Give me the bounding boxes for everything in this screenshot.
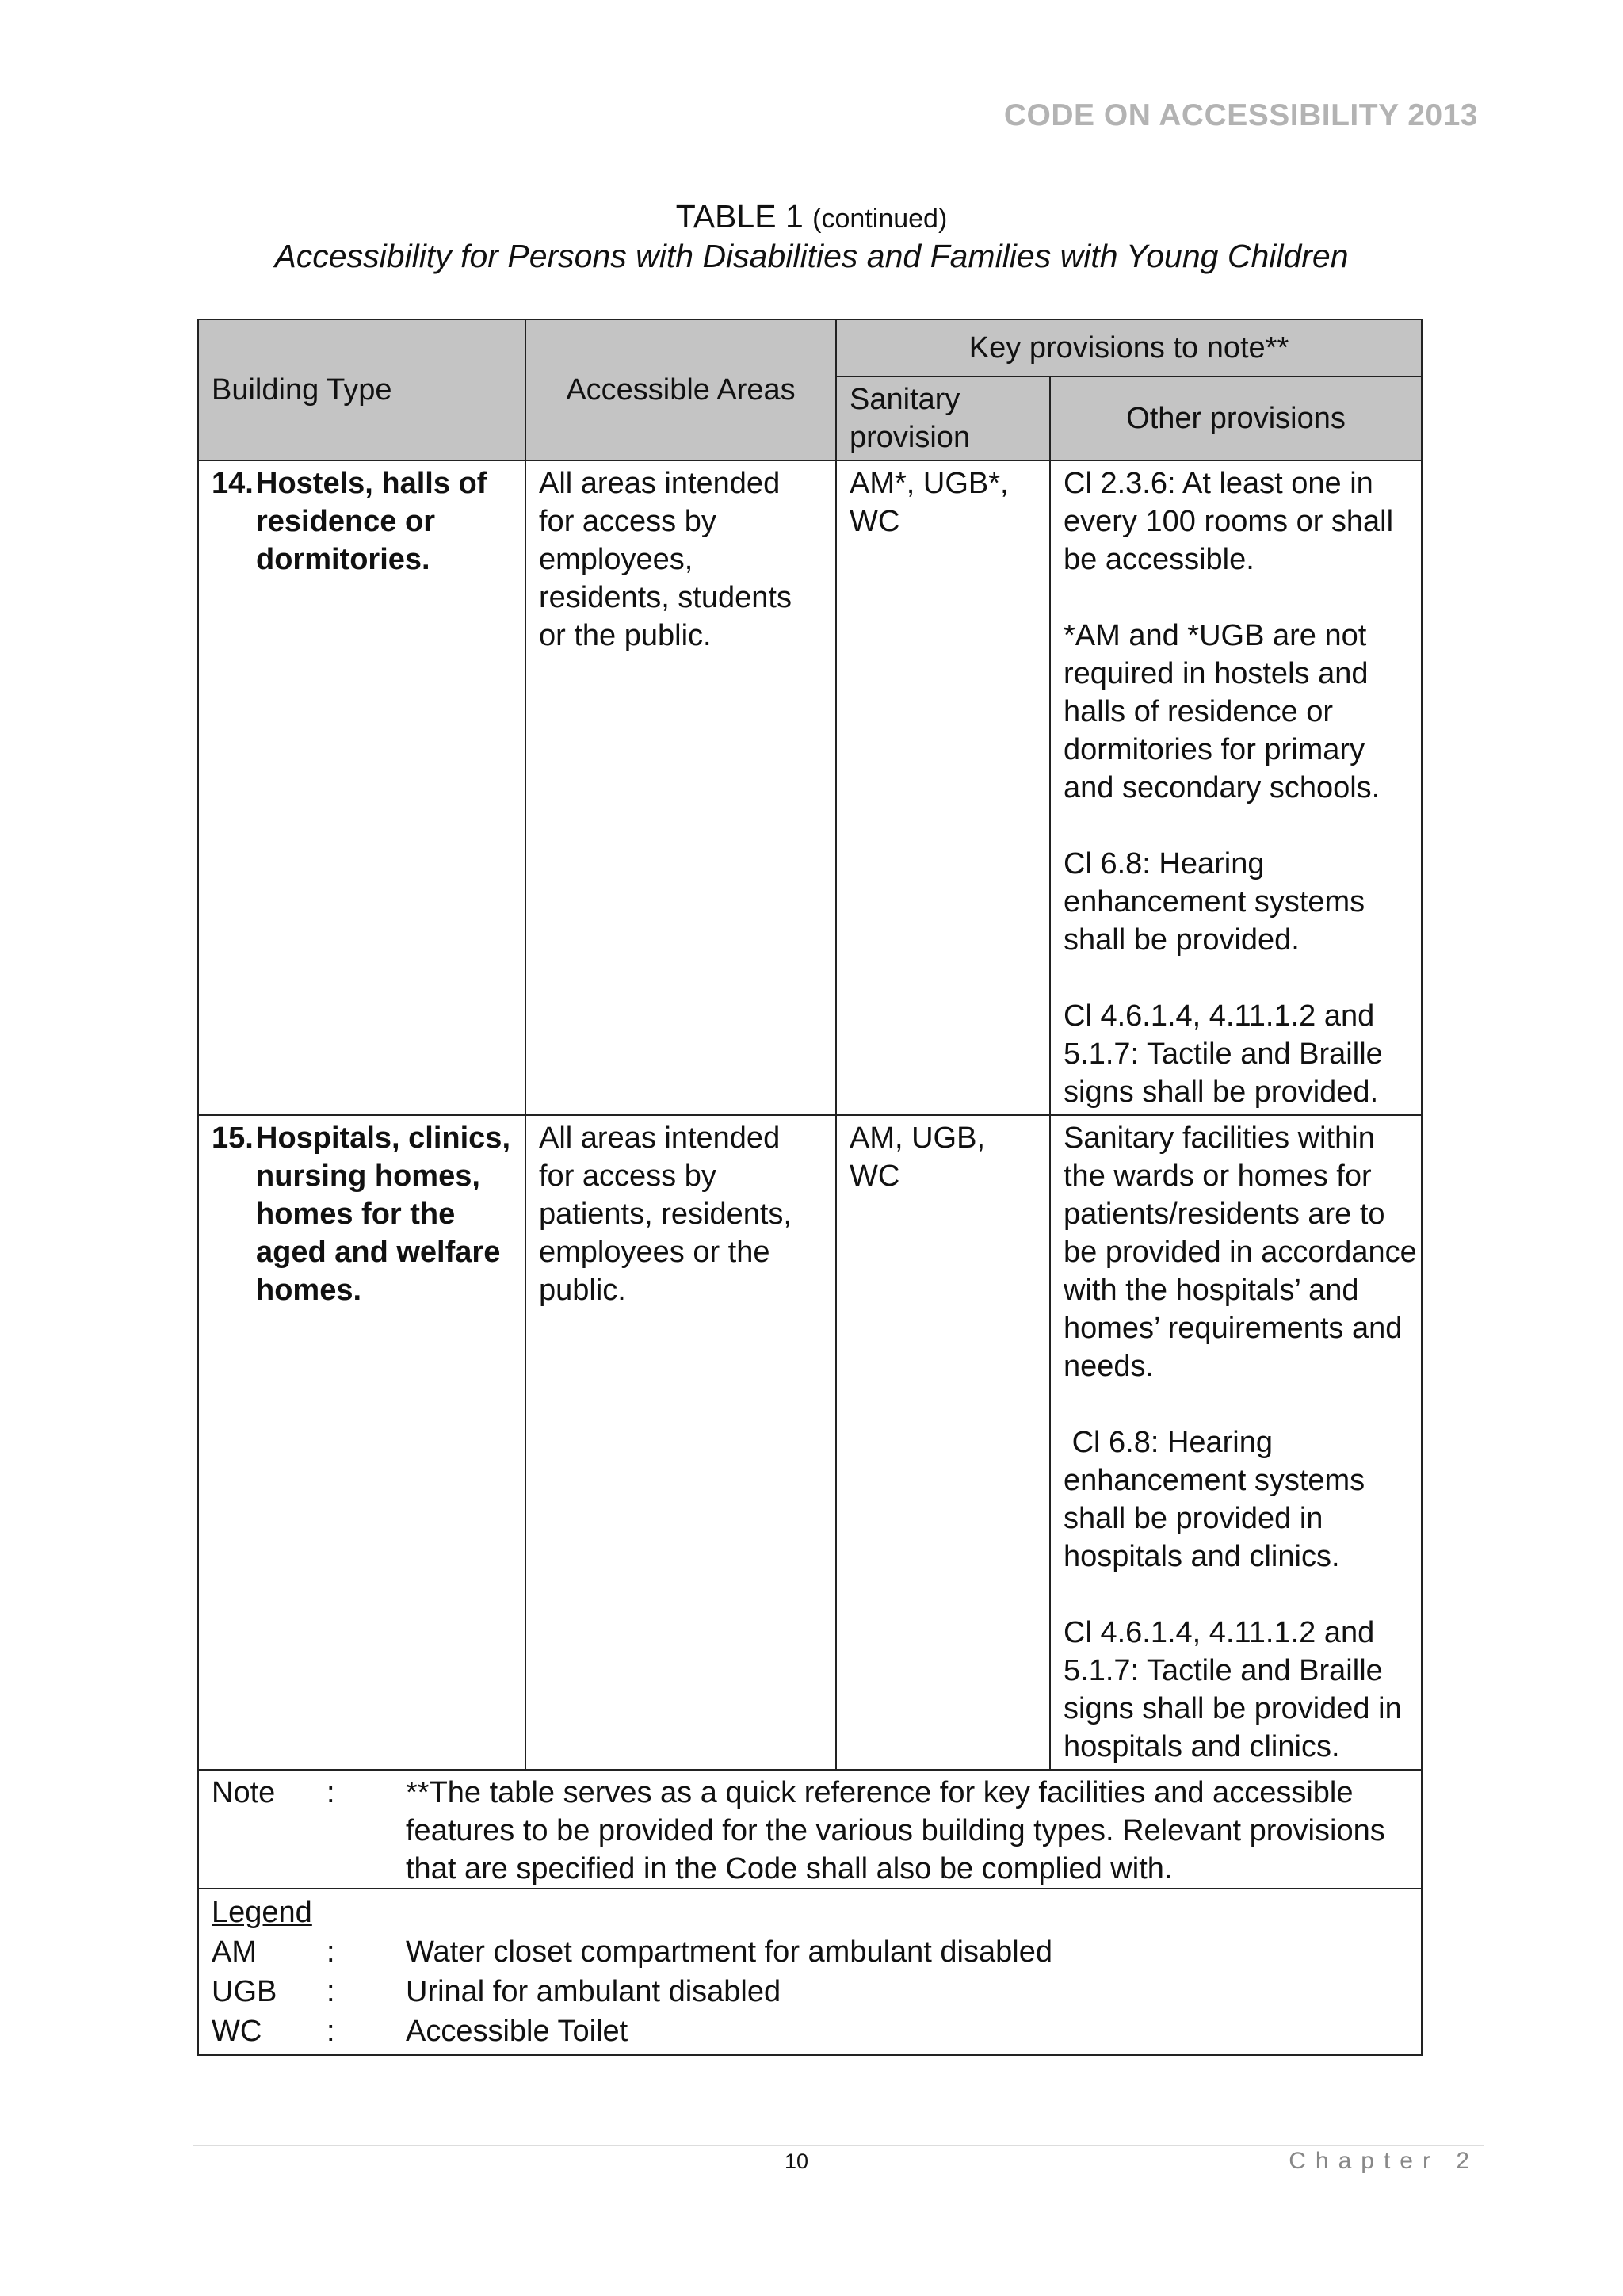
legend-item — [212, 2011, 1408, 2051]
footer-divider — [193, 2145, 1484, 2146]
legend-item — [212, 1972, 1408, 2011]
accessible-areas-cell: All areas intended for access by patients, residents, employees or the public. — [525, 1115, 836, 1770]
provision-paragraph: Cl 6.8: Hearing enhancement systems shall be provided in hospitals and clinics. — [1064, 1426, 1373, 1573]
building-type-text: Hospitals, clinics, nursing homes, homes for the aged and welfare homes. — [256, 1121, 510, 1307]
accessible-areas-cell: All areas intended for access by employees, residents, students or the public. — [525, 460, 836, 1115]
chapter-label: Chapter 2 — [1289, 2148, 1479, 2174]
building-type-cell — [198, 460, 525, 1115]
legend-item — [212, 1932, 1408, 1972]
note-text: **The table serves as a quick reference for key facilities and accessible features to be provided for the various building types. Relevant provisions that are specified in the Code shall also be complied with. — [406, 1776, 1385, 1885]
legend-desc: Water closet compartment for ambulant disabled — [406, 1935, 1052, 1969]
header-building-type: Building Type — [198, 319, 525, 460]
legend-abbr: UGB — [212, 1975, 277, 2008]
table-caption-main: TABLE 1 — [675, 198, 804, 235]
sanitary-provision-cell: AM*, UGB*, WC — [836, 460, 1050, 1115]
table-caption-title — [0, 198, 1623, 235]
header-sanitary-provision: Sanitary provision — [836, 376, 1050, 460]
provision-paragraph: *AM and *UGB are not required in hostels and halls of residence or dormitories for primary and secondary schools. — [1064, 619, 1381, 804]
other-provisions-cell — [1050, 1115, 1422, 1770]
legend-abbr: WC — [212, 2015, 262, 2048]
legend-desc: Urinal for ambulant disabled — [406, 1975, 781, 2008]
legend-row — [198, 1889, 1422, 2055]
header-other-provisions: Other provisions — [1050, 376, 1422, 460]
provision-paragraph: Sanitary facilities within the wards or homes for patients/residents are to be provided in accordance with the hospitals’ and homes’ requirements and needs. — [1064, 1121, 1417, 1383]
provision-paragraph: Cl 6.8: Hearing enhancement systems shall be provided. — [1064, 847, 1365, 957]
note-row — [198, 1770, 1422, 1889]
other-provisions-cell — [1050, 460, 1422, 1115]
legend-colon: : — [327, 2015, 335, 2048]
provision-paragraph: Cl 4.6.1.4, 4.11.1.2 and 5.1.7: Tactile and Braille signs shall be provided. — [1064, 999, 1383, 1109]
document-header-title: CODE ON ACCESSIBILITY 2013 — [1003, 98, 1478, 132]
sanitary-provision-cell: AM, UGB, WC — [836, 1115, 1050, 1770]
legend-title: Legend — [212, 1896, 312, 1929]
legend-abbr: AM — [212, 1935, 257, 1969]
table-caption-continued: (continued) — [812, 204, 948, 234]
legend-desc: Accessible Toilet — [406, 2015, 628, 2048]
table-row — [198, 460, 1422, 1115]
table-caption-subtitle: Accessibility for Persons with Disabilities and Families with Young Children — [274, 238, 1349, 274]
header-accessible-areas: Accessible Areas — [525, 319, 836, 460]
building-type-cell — [198, 1115, 525, 1770]
row-number: 14. — [212, 467, 254, 500]
provision-paragraph: Cl 2.3.6: At least one in every 100 rooms or shall be accessible. — [1064, 467, 1394, 576]
header-key-provisions: Key provisions to note** — [836, 319, 1422, 376]
note-label: Note — [212, 1776, 276, 1809]
row-number: 15. — [212, 1121, 254, 1155]
legend-colon: : — [327, 1935, 335, 1969]
page-number: 10 — [784, 2149, 809, 2173]
provision-paragraph: Cl 4.6.1.4, 4.11.1.2 and 5.1.7: Tactile and Braille signs shall be provided in hospitals and clinics. — [1064, 1616, 1402, 1763]
table-row — [198, 1115, 1422, 1770]
building-type-text: Hostels, halls of residence or dormitories. — [256, 467, 487, 576]
note-colon: : — [327, 1776, 335, 1809]
accessibility-table — [197, 319, 1423, 2056]
legend-colon: : — [327, 1975, 335, 2008]
